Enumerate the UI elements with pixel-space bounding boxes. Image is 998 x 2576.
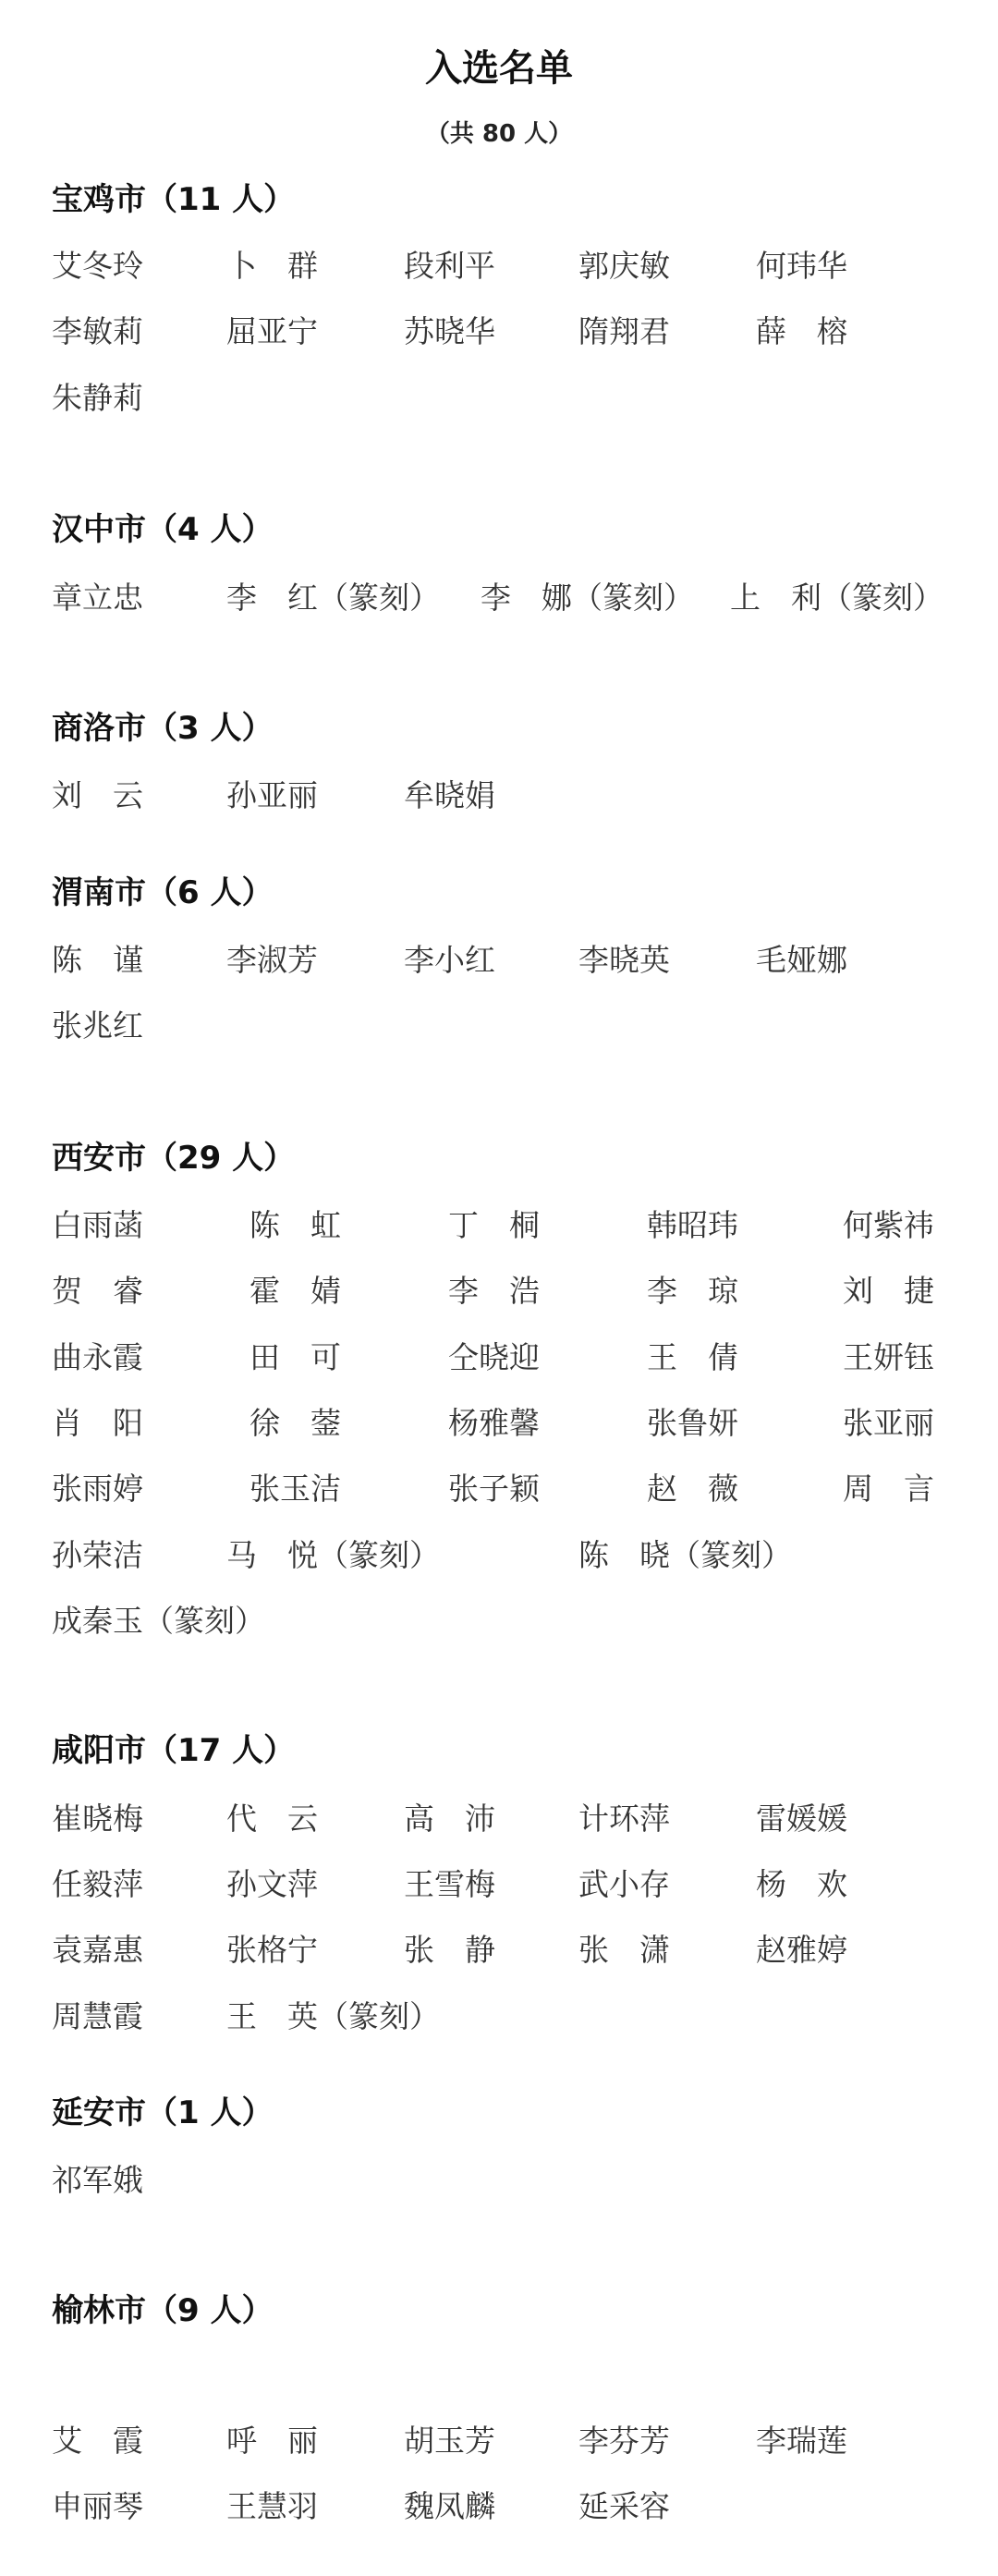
person-name: 李 浩: [448, 1273, 540, 1309]
person-name: 赵 薇: [647, 1471, 738, 1507]
person-name: 王 英（篆刻）: [226, 1998, 440, 2034]
section-heading: 宝鸡市（11 人）: [52, 181, 296, 218]
person-name: 雷媛媛: [756, 1801, 847, 1837]
person-name: 毛娅娜: [756, 942, 847, 978]
section-heading: 西安市（29 人）: [52, 1140, 296, 1177]
person-name: 章立忠: [52, 580, 143, 616]
person-name: 张雨婷: [52, 1471, 143, 1507]
person-name: 张亚丽: [843, 1405, 934, 1441]
person-name: 上 利（篆刻）: [730, 580, 943, 616]
person-name: 杨 欢: [756, 1866, 847, 1902]
person-name: 白雨菡: [52, 1207, 143, 1243]
person-name: 魏凤麟: [404, 2488, 495, 2524]
person-name: 贺 睿: [52, 1273, 143, 1309]
section-heading: 咸阳市（17 人）: [52, 1732, 296, 1769]
person-name: 李 琼: [647, 1273, 738, 1309]
person-name: 王 倩: [647, 1339, 738, 1375]
person-name: 李瑞莲: [756, 2423, 847, 2459]
person-name: 牟晓娟: [404, 777, 495, 813]
person-name: 肖 阳: [52, 1405, 143, 1441]
person-name: 李 娜（篆刻）: [481, 580, 694, 616]
person-name: 胡玉芳: [404, 2423, 495, 2459]
person-name: 武小存: [578, 1866, 670, 1902]
person-name: 张 静: [404, 1932, 495, 1968]
person-name: 崔晓梅: [52, 1801, 143, 1837]
person-name: 卜 群: [226, 248, 318, 284]
person-name: 王妍钰: [843, 1339, 934, 1375]
person-name: 薛 榕: [756, 313, 847, 349]
person-name: 屈亚宁: [226, 313, 318, 349]
person-name: 苏晓华: [404, 313, 495, 349]
person-name: 李晓英: [578, 942, 670, 978]
person-name: 杨雅馨: [448, 1405, 540, 1441]
person-name: 李淑芳: [226, 942, 318, 978]
section-heading: 榆林市（9 人）: [52, 2292, 274, 2329]
person-name: 何玮华: [756, 248, 847, 284]
person-name: 丁 桐: [448, 1207, 540, 1243]
person-name: 周 言: [843, 1471, 934, 1507]
person-name: 张兆红: [52, 1007, 143, 1044]
person-name: 成秦玉（篆刻）: [52, 1603, 265, 1639]
person-name: 孙文萍: [226, 1866, 318, 1902]
person-name: 朱静莉: [52, 380, 143, 416]
person-name: 延采容: [578, 2488, 670, 2524]
section-heading: 延安市（1 人）: [52, 2094, 274, 2131]
page-subtitle: （共 80 人）: [425, 120, 573, 148]
person-name: 曲永霞: [52, 1339, 143, 1375]
person-name: 张玉洁: [250, 1471, 341, 1507]
person-name: 呼 丽: [226, 2423, 318, 2459]
person-name: 王雪梅: [404, 1866, 495, 1902]
person-name: 周慧霞: [52, 1998, 143, 2034]
person-name: 孙荣洁: [52, 1537, 143, 1573]
person-name: 张子颖: [448, 1471, 540, 1507]
person-name: 高 沛: [404, 1801, 495, 1837]
person-name: 张格宁: [226, 1932, 318, 1968]
person-name: 段利平: [404, 248, 495, 284]
person-name: 李 红（篆刻）: [226, 580, 440, 616]
person-name: 袁嘉惠: [52, 1932, 143, 1968]
person-name: 仝晓迎: [448, 1339, 540, 1375]
page-title: 入选名单: [425, 47, 573, 90]
person-name: 艾 霞: [52, 2423, 143, 2459]
person-name: 陈 虹: [250, 1207, 341, 1243]
person-name: 计环萍: [578, 1801, 670, 1837]
person-name: 李小红: [404, 942, 495, 978]
person-name: 陈 谨: [52, 942, 143, 978]
person-name: 申丽琴: [52, 2488, 143, 2524]
person-name: 隋翔君: [578, 313, 670, 349]
person-name: 任毅萍: [52, 1866, 143, 1902]
person-name: 代 云: [226, 1801, 318, 1837]
section-heading: 渭南市（6 人）: [52, 874, 274, 911]
person-name: 艾冬玲: [52, 248, 143, 284]
person-name: 霍 婧: [250, 1273, 341, 1309]
person-name: 李芬芳: [578, 2423, 670, 2459]
person-name: 马 悦（篆刻）: [226, 1537, 440, 1573]
person-name: 何紫祎: [843, 1207, 934, 1243]
section-heading: 汉中市（4 人）: [52, 511, 274, 548]
person-name: 孙亚丽: [226, 777, 318, 813]
person-name: 张鲁妍: [647, 1405, 738, 1441]
person-name: 张 潇: [578, 1932, 670, 1968]
person-name: 韩昭玮: [647, 1207, 738, 1243]
person-name: 田 可: [250, 1339, 341, 1375]
person-name: 陈 晓（篆刻）: [578, 1537, 792, 1573]
person-name: 郭庆敏: [578, 248, 670, 284]
person-name: 王慧羽: [226, 2488, 318, 2524]
person-name: 刘 云: [52, 777, 143, 813]
section-heading: 商洛市（3 人）: [52, 710, 274, 747]
person-name: 李敏莉: [52, 313, 143, 349]
person-name: 徐 蓥: [250, 1405, 341, 1441]
person-name: 祁军娥: [52, 2162, 143, 2198]
person-name: 赵雅婷: [756, 1932, 847, 1968]
person-name: 刘 捷: [843, 1273, 934, 1309]
